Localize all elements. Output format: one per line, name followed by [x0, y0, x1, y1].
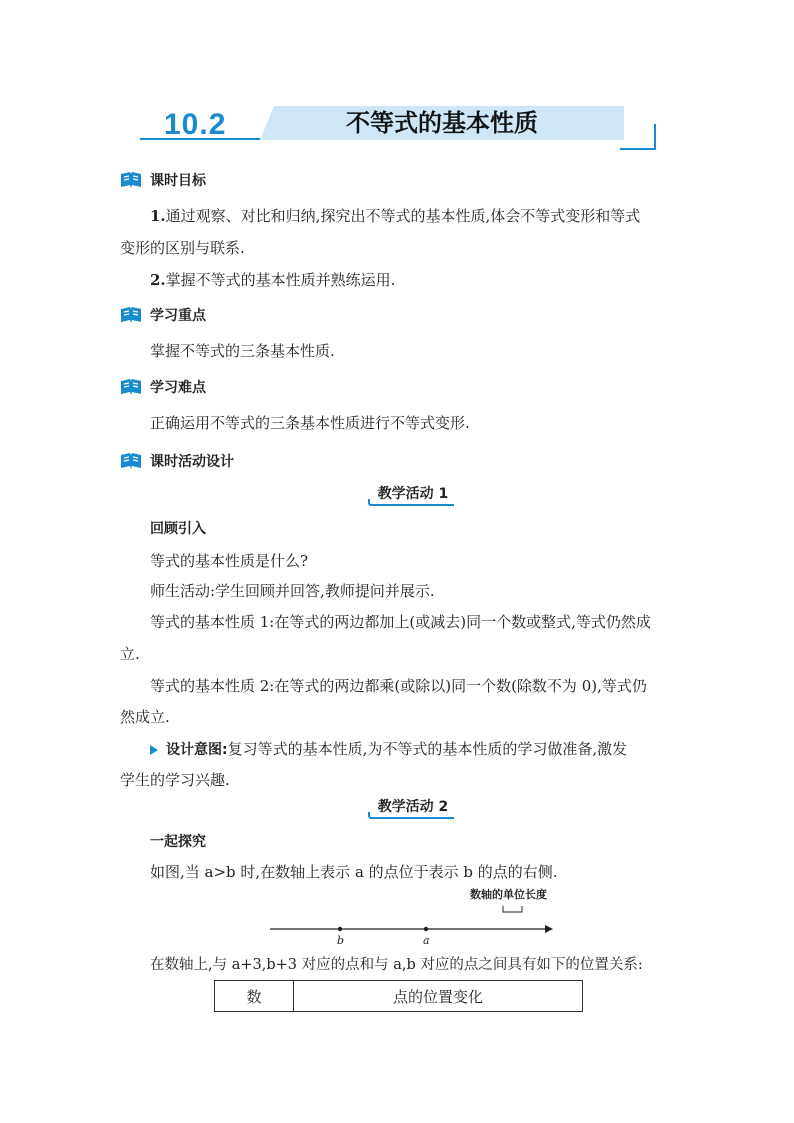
- section-design-heading: [120, 451, 234, 471]
- activity-1-label: [372, 484, 454, 506]
- position-table: [214, 980, 583, 1012]
- section-design-title: 课时活动设计: [150, 454, 234, 470]
- design-intent-line-2: 学生的学习兴趣.: [120, 771, 230, 789]
- unit-length-label: 数轴的单位长度: [470, 888, 547, 901]
- section-goals-title: 课时目标: [150, 173, 206, 189]
- design-intent-text: 复习等式的基本性质,为不等式的基本性质的学习做准备,激发: [227, 740, 628, 758]
- activity-1-question: 等式的基本性质是什么?: [150, 552, 309, 570]
- goal-2-line: [150, 270, 395, 290]
- equality-property-1-line-1: 等式的基本性质 1:在等式的两边都加上(或减去)同一个数或整式,等式仍然成: [150, 613, 651, 631]
- book-icon: [120, 452, 142, 470]
- book-icon: [120, 378, 142, 396]
- goal-2-text: 掌握不等式的基本性质并熟练运用.: [165, 271, 396, 289]
- point-a-marker: [424, 927, 428, 931]
- activity-1-teacher: 师生活动:学生回顾并回答,教师提问并展示.: [150, 582, 435, 600]
- table-header-position-change: 点的位置变化: [294, 981, 583, 1012]
- key-point-text: 掌握不等式的三条基本性质.: [150, 342, 335, 360]
- goal-2-number: 2.: [150, 271, 166, 289]
- section-difficulty-title: 学习难点: [150, 380, 206, 396]
- point-b-marker: [338, 927, 342, 931]
- book-icon: [120, 306, 142, 324]
- activity-2-subhead: 一起探究: [150, 834, 206, 850]
- activity-2-intro: 如图,当 a>b 时,在数轴上表示 a 的点位于表示 b 的点的右侧.: [150, 863, 558, 881]
- goal-1-line-1: [150, 206, 640, 226]
- point-b-label: b: [337, 934, 345, 947]
- section-number: 10.2: [164, 108, 227, 141]
- section-key-title: 学习重点: [150, 308, 206, 324]
- goal-1-number: 1.: [150, 207, 166, 225]
- activity-2-label: [372, 797, 454, 819]
- activity-1-label-text: 教学活动 1: [377, 486, 449, 502]
- activity-2-label-text: 教学活动 2: [377, 799, 449, 815]
- axis-arrow-icon: [545, 925, 553, 933]
- section-goals-heading: [120, 170, 206, 190]
- difficulty-text: 正确运用不等式的三条基本性质进行不等式变形.: [150, 414, 470, 432]
- header-rule-right-vertical: [654, 124, 656, 150]
- equality-property-1-line-2: 立.: [120, 645, 140, 663]
- page-title: 不等式的基本性质: [346, 108, 538, 137]
- goal-1-line-2: 变形的区别与联系.: [120, 239, 245, 257]
- activity-1-underline: [372, 504, 454, 506]
- header-rule-right: [620, 148, 656, 150]
- section-difficulty-heading: [120, 377, 206, 397]
- triangle-bullet-icon: [150, 745, 158, 755]
- table-header-row: [215, 981, 583, 1012]
- equality-property-2-line-2: 然成立.: [120, 708, 170, 726]
- activity-1-subhead: 回顾引入: [150, 521, 206, 537]
- activity-2-underline: [372, 817, 454, 819]
- unit-length-bracket: [503, 906, 522, 912]
- point-a-label: a: [423, 934, 430, 947]
- book-icon: [120, 171, 142, 189]
- position-relation-text: 在数轴上,与 a+3,b+3 对应的点和与 a,b 对应的点之间具有如下的位置关系:: [150, 957, 643, 973]
- section-key-heading: [120, 305, 206, 325]
- design-intent-label: 设计意图:: [166, 742, 228, 758]
- equality-property-2-line-1: 等式的基本性质 2:在等式的两边都乘(或除以)同一个数(除数不为 0),等式仍: [150, 677, 647, 695]
- goal-1-text: 通过观察、对比和归纳,探究出不等式的基本性质,体会不等式变形和等式: [165, 207, 641, 225]
- design-intent-line-1: [150, 739, 627, 760]
- number-line-figure: [260, 882, 560, 952]
- table-header-number: 数: [215, 981, 294, 1012]
